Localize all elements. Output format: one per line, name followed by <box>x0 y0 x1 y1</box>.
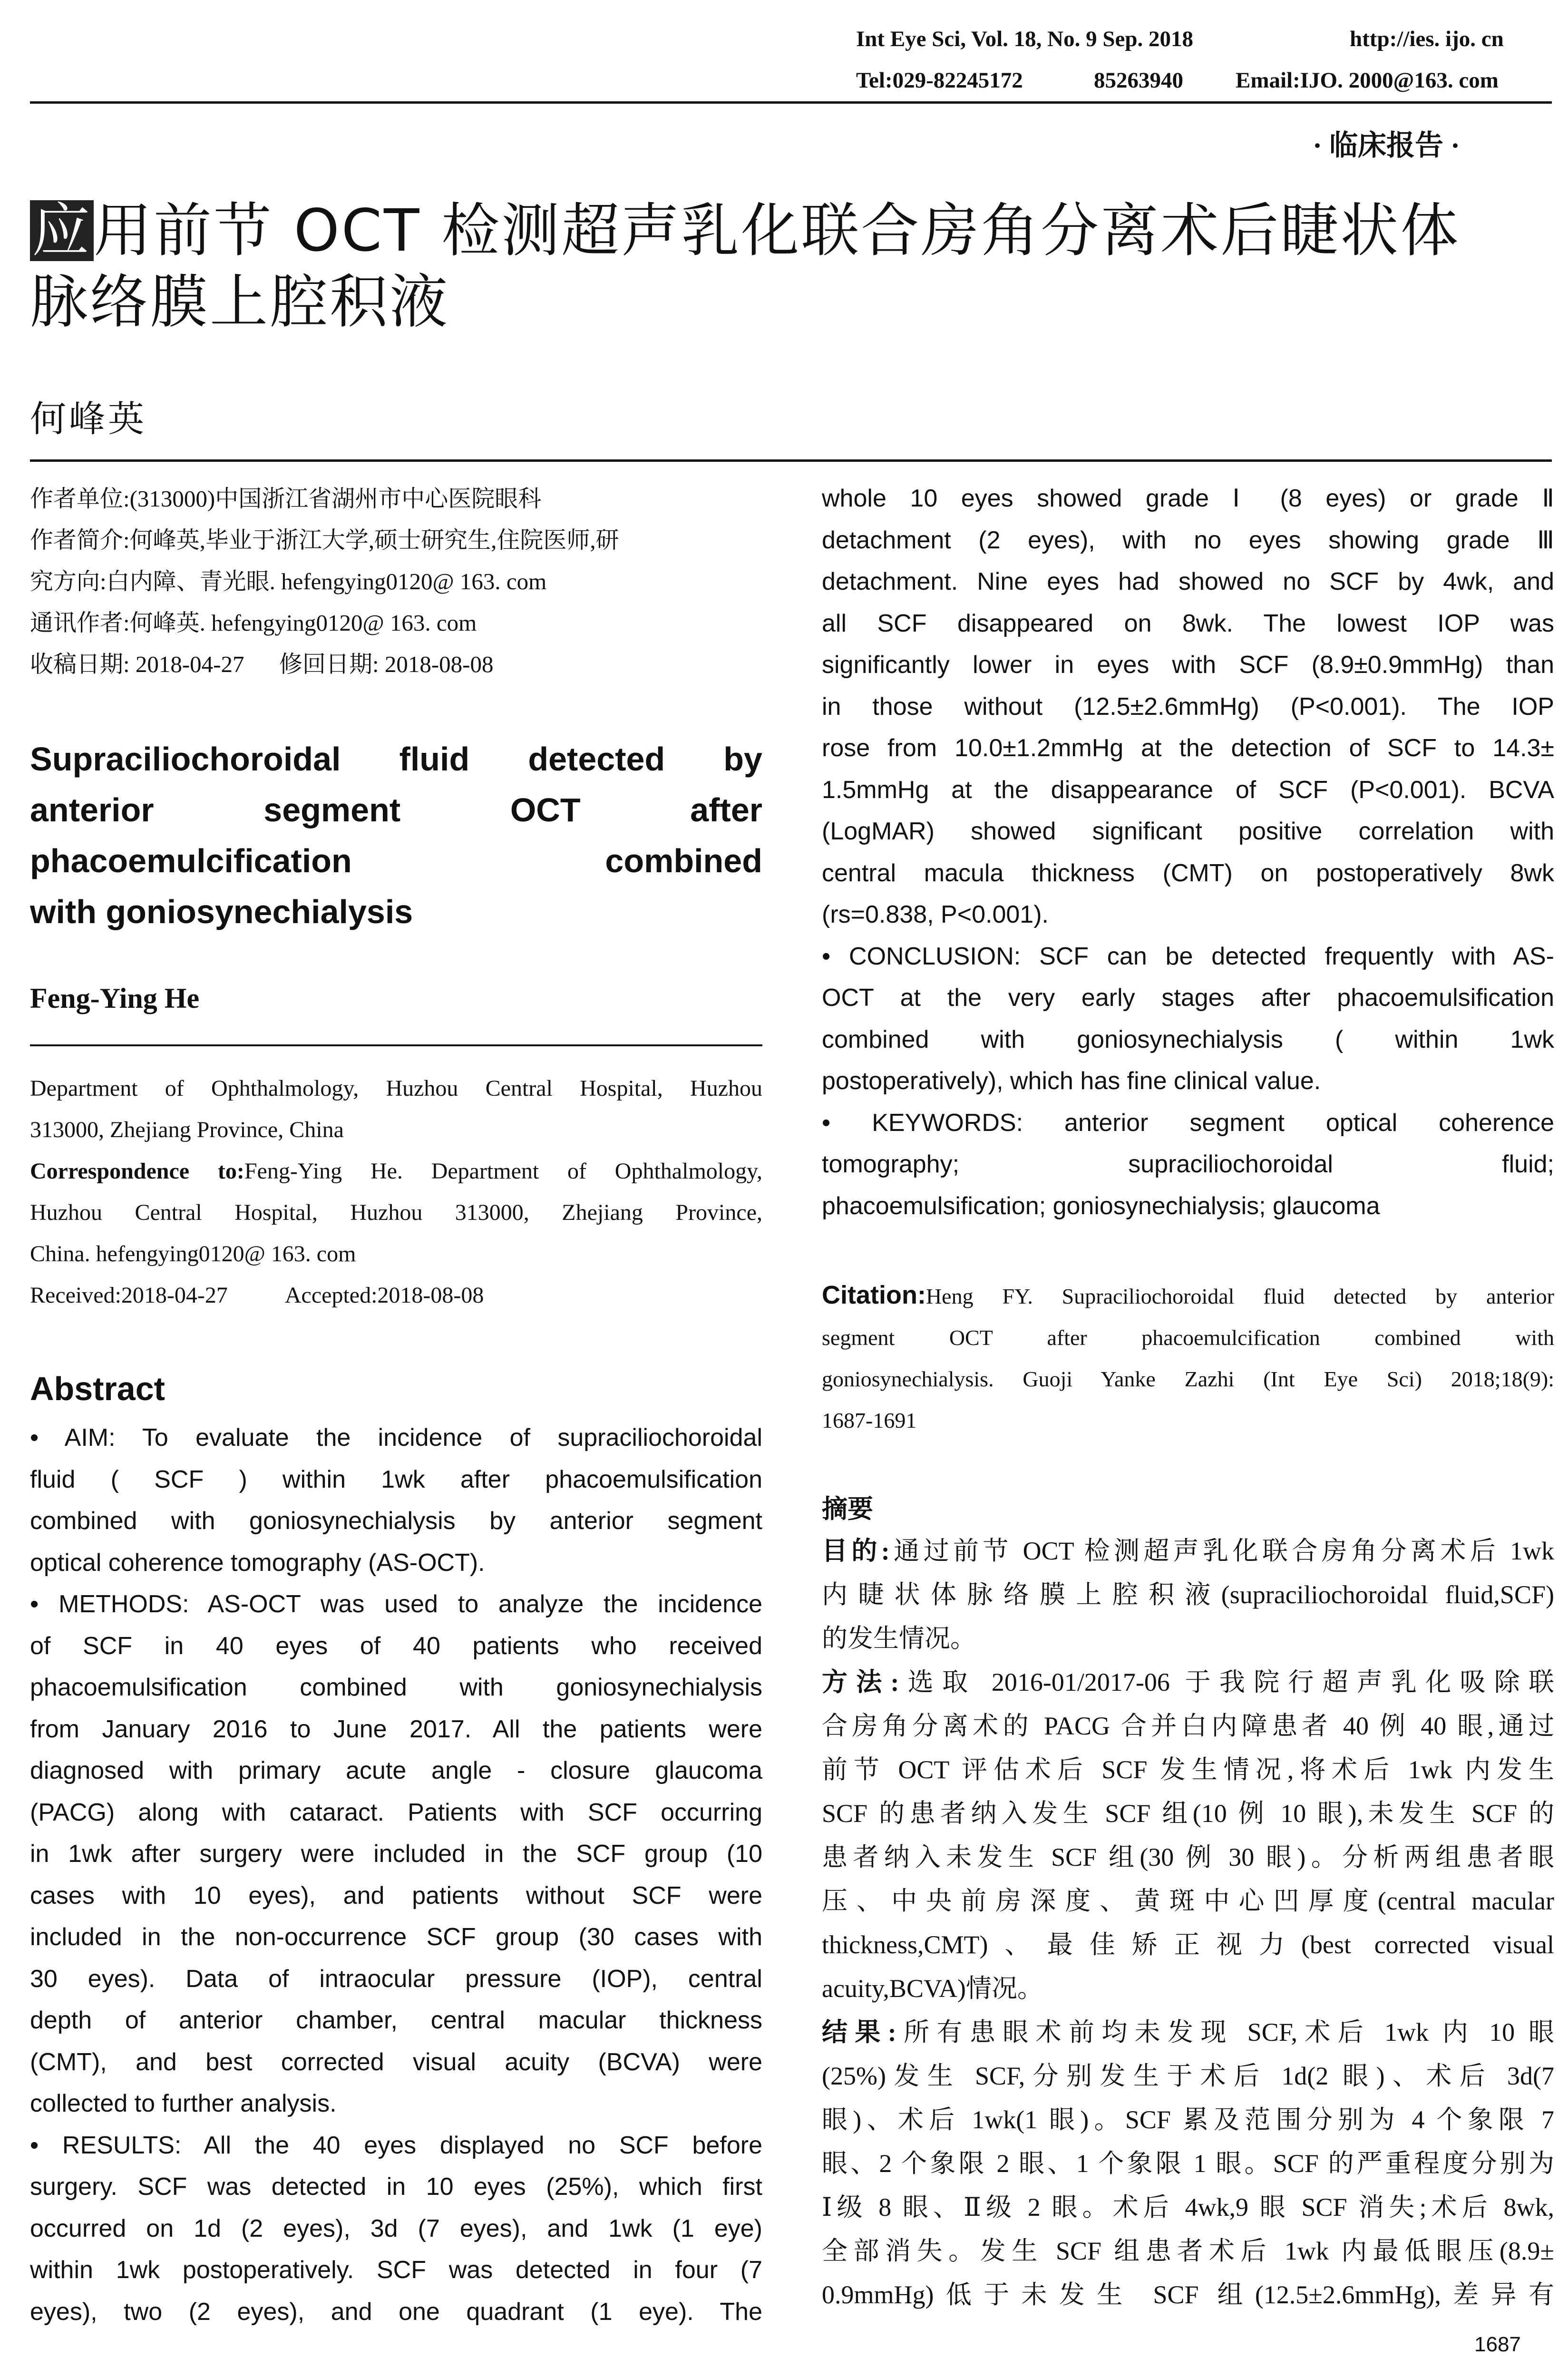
affiliation-line: 313000, Zhejiang Province, China <box>30 1117 344 1142</box>
cn-abstract-text: Ⅰ级 8 眼、Ⅱ级 2 眼。术后 4wk,9 眼 SCF 消失;术后 8wk, <box>822 2193 1554 2221</box>
cn-abstract-text: thickness,CMT)、最佳矫正视力(best corrected visual <box>822 1930 1554 1959</box>
cn-abstract-line <box>822 1792 1554 1835</box>
abstract-line: in 1wk after surgery were included in the SCF group (10 <box>30 1840 762 1868</box>
correspondence-text: Feng-Ying He. Department of Ophthalmology, <box>244 1159 762 1184</box>
cn-abstract-line <box>822 1923 1554 1967</box>
cn-abstract-line <box>822 2273 1554 2317</box>
abstract-line: 30 eyes). Data of intraocular pressure (IOP), central <box>30 1965 762 1993</box>
cn-abstract-text: 患者纳入未发生 SCF 组(30 例 30 眼)。分析两组患者眼 <box>822 1843 1554 1871</box>
citation-line: 1687-1691 <box>822 1408 917 1432</box>
cn-abstract-text: 合房角分离术的 PACG 合并白内障患者 40 例 40 眼,通过 <box>822 1712 1554 1740</box>
cn-abstract-line <box>822 2054 1554 2098</box>
cn-abstract-line <box>822 2185 1554 2229</box>
cn-abstract-line <box>822 1879 1554 1923</box>
citation-line: segment OCT after phacoemulcification combined with <box>822 1325 1554 1350</box>
cn-abstract-text: acuity,BCVA)情况。 <box>822 1974 1043 2003</box>
correspondence-line: China. hefengying0120@ 163. com <box>30 1241 356 1266</box>
abstract-line: significantly lower in eyes with SCF (8.9±0.9mmHg) than <box>822 651 1554 679</box>
cn-abstract-line <box>822 2229 1554 2273</box>
abstract-line: central macula thickness (CMT) on postoperatively 8wk <box>822 859 1554 887</box>
journal-tel: Tel:029-82245172 <box>856 68 1023 93</box>
section-tag: · 临床报告 · <box>1313 130 1461 161</box>
cn-abstract-body <box>822 1529 1554 2317</box>
meta-cn-line: 通讯作者:何峰英. hefengying0120@ 163. com <box>30 610 477 636</box>
cn-abstract-line <box>822 1967 1554 2010</box>
english-title-line: Supraciliochoroidal fluid detected by <box>30 740 762 778</box>
cn-abstract-text: 所有患眼术前均未发现 SCF,术后 1wk 内 10 眼 <box>896 2018 1554 2046</box>
cn-abstract-line <box>822 1617 1554 1660</box>
abstract-line: optical coherence tomography (AS-OCT). <box>30 1549 485 1577</box>
title-line-2: 脉络膜上腔积液 <box>30 268 449 336</box>
cn-abstract-line <box>822 1835 1554 1879</box>
cn-abstract-text: 压、中央前房深度、黄斑中心凹厚度(central macular <box>822 1887 1554 1915</box>
meta-cn-line: 究方向:白内障、青光眼. hefengying0120@ 163. com <box>30 568 547 594</box>
citation-line: goniosynechialysis. Guoji Yanke Zazhi (Int Eye Sci) 2018;18(9): <box>822 1367 1554 1391</box>
cn-abstract-line <box>822 1704 1554 1748</box>
abstract-line: included in the non-occurrence SCF group (30 cases with <box>30 1923 762 1951</box>
abstract-line: • METHODS: AS-OCT was used to analyze the incidence <box>30 1590 762 1618</box>
abstract-line: collected to further analysis. <box>30 2090 337 2117</box>
cn-abstract-text: 选取 2016-01/2017-06 于我院行超声乳化吸除联 <box>899 1668 1555 1696</box>
abstract-left-column <box>30 1417 762 2333</box>
cn-abstract-text: 通过前节 OCT 检测超声乳化联合房角分离术后 1wk <box>889 1537 1554 1565</box>
english-title-line: phacoemulcification combined <box>30 842 762 879</box>
abstract-line: detachment (2 eyes), with no eyes showing grade Ⅲ <box>822 526 1554 554</box>
cn-abstract-line <box>822 1573 1554 1617</box>
cn-abstract-line <box>822 1748 1554 1792</box>
abstract-line: (rs=0.838, P<0.001). <box>822 901 1049 928</box>
cn-abstract-text: 的发生情况。 <box>822 1624 976 1653</box>
cn-abstract-label: 目的: <box>822 1537 890 1565</box>
abstract-line: depth of anterior chamber, central macular thickness <box>30 2007 762 2034</box>
abstract-line: combined with goniosynechialysis ( within 1wk <box>822 1025 1554 1053</box>
abstract-line: phacoemulsification; goniosynechialysis; glaucoma <box>822 1192 1380 1220</box>
cn-abstract-heading: 摘要 <box>822 1495 873 1523</box>
abstract-line: rose from 10.0±1.2mmHg at the detection of SCF to 14.3± <box>822 734 1554 762</box>
title-first-char: 应 <box>30 200 94 261</box>
abstract-line: occurred on 1d (2 eyes), 3d (7 eyes), and 1wk (1 eye) <box>30 2214 762 2242</box>
abstract-line: whole 10 eyes showed grade Ⅰ (8 eyes) or grade Ⅱ <box>822 485 1554 512</box>
meta-cn-line: 作者简介:何峰英,毕业于浙江大学,硕士研究生,住院医师,研 <box>30 527 619 553</box>
cn-abstract-text: (25%)发生 SCF,分别发生于术后 1d(2 眼)、术后 3d(7 <box>822 2062 1554 2090</box>
header-rule <box>30 101 1552 104</box>
title-line-1: 用前节 OCT 检测超声乳化联合房角分离术后睫状体 <box>94 197 1461 264</box>
journal-email: Email:IJO. 2000@163. com <box>1236 68 1499 93</box>
cn-abstract-text: 眼)、术后 1wk(1 眼)。SCF 累及范围分别为 4 个象限 7 <box>822 2105 1554 2134</box>
abstract-line: tomography; supraciliochoroidal fluid; <box>822 1150 1554 1178</box>
abstract-line: • RESULTS: All the 40 eyes displayed no SCF before <box>30 2131 762 2159</box>
abstract-line: 1.5mmHg at the disappearance of SCF (P<0.001). BCVA <box>822 776 1554 804</box>
abstract-line: • KEYWORDS: anterior segment optical coherence <box>822 1109 1554 1137</box>
abstract-right-column <box>822 478 1554 1227</box>
cn-abstract-label: 方法: <box>822 1668 899 1696</box>
abstract-line: combined with goniosynechialysis by anterior segment <box>30 1507 762 1535</box>
cn-abstract-line <box>822 1529 1554 1573</box>
abstract-line: cases with 10 eyes), and patients without SCF were <box>30 1881 762 1909</box>
citation-line: Heng FY. Supraciliochoroidal fluid detected by anterior <box>925 1284 1554 1308</box>
author-en: Feng-Ying He <box>30 983 200 1014</box>
abstract-line: • CONCLUSION: SCF can be detected frequently with AS- <box>822 942 1554 970</box>
abstract-line: from January 2016 to June 2017. All the patients were <box>30 1715 762 1743</box>
cn-abstract-text: 内睫状体脉络膜上腔积液(supraciliochoroidal fluid,SCF) <box>822 1580 1554 1609</box>
abstract-line: (CMT), and best corrected visual acuity (BCVA) were <box>30 2048 762 2076</box>
cn-abstract-text: 眼、2 个象限 2 眼、1 个象限 1 眼。SCF 的严重程度分别为 <box>822 2149 1554 2178</box>
title-rule <box>30 459 1552 462</box>
accepted-date: Accepted:2018-08-08 <box>284 1283 484 1308</box>
abstract-line: postoperatively), which has fine clinical value. <box>822 1067 1321 1095</box>
abstract-line: diagnosed with primary acute angle - closure glaucoma <box>30 1757 762 1784</box>
abstract-line: phacoemulsification combined with goniosynechialysis <box>30 1674 762 1701</box>
journal-info: Int Eye Sci, Vol. 18, No. 9 Sep. 2018 <box>856 27 1194 51</box>
meta-cn-block <box>30 478 762 685</box>
abstract-line: fluid ( SCF ) within 1wk after phacoemulsification <box>30 1465 762 1493</box>
cn-abstract-label: 结果: <box>822 2018 896 2046</box>
abstract-line: (LogMAR) showed significant positive correlation with <box>822 818 1554 845</box>
author-cn: 何峰英 <box>30 399 147 439</box>
received-date: Received:2018-04-27 <box>30 1283 228 1308</box>
cn-abstract-line <box>822 1660 1554 1704</box>
abstract-line: • AIM: To evaluate the incidence of supraciliochoroidal <box>30 1424 762 1452</box>
cn-abstract-line <box>822 2142 1554 2185</box>
abstract-line: (PACG) along with cataract. Patients with SCF occurring <box>30 1798 762 1826</box>
abstract-line: detachment. Nine eyes had showed no SCF by 4wk, and <box>822 568 1554 595</box>
cn-abstract-line <box>822 2010 1554 2054</box>
journal-url: http://ies. ijo. cn <box>1350 27 1504 51</box>
abstract-line: of SCF in 40 eyes of 40 patients who received <box>30 1632 762 1660</box>
cn-abstract-text: 0.9mmHg)低于未发生 SCF 组(12.5±2.6mmHg),差异有 <box>822 2280 1554 2309</box>
author-rule <box>30 1044 762 1046</box>
citation-label: Citation: <box>822 1281 926 1309</box>
page-number: 1687 <box>1474 2333 1521 2356</box>
article-title <box>30 195 1460 338</box>
abstract-line: surgery. SCF was detected in 10 eyes (25%), which first <box>30 2173 762 2201</box>
english-title-line: with goniosynechialysis <box>30 893 413 930</box>
abstract-line: within 1wk postoperatively. SCF was detected in four (7 <box>30 2256 762 2284</box>
abstract-line: OCT at the very early stages after phacoemulsification <box>822 984 1554 1012</box>
meta-cn-line: 收稿日期: 2018-04-27 修回日期: 2018-08-08 <box>30 651 494 677</box>
citation-block <box>822 1275 1554 1441</box>
cn-abstract-text: 前节 OCT 评估术后 SCF 发生情况,将术后 1wk 内发生 <box>822 1755 1554 1784</box>
correspondence-line: Huzhou Central Hospital, Huzhou 313000, Zhejiang Province, <box>30 1200 762 1225</box>
abstract-line: all SCF disappeared on 8wk. The lowest IOP was <box>822 609 1554 637</box>
affiliation-en <box>30 1068 762 1316</box>
journal-tel-2: 85263940 <box>1094 68 1183 93</box>
cn-abstract-text: SCF 的患者纳入发生 SCF 组(10 例 10 眼),未发生 SCF 的 <box>822 1799 1554 1828</box>
abstract-line: eyes), two (2 eyes), and one quadrant (1 eye). The <box>30 2298 762 2326</box>
abstract-heading: Abstract <box>30 1370 165 1407</box>
cn-abstract-line <box>822 2098 1554 2142</box>
cn-abstract-text: 全部消失。发生 SCF 组患者术后 1wk 内最低眼压(8.9± <box>822 2237 1554 2265</box>
english-title <box>30 734 762 937</box>
abstract-line: in those without (12.5±2.6mmHg) (P<0.001). The IOP <box>822 692 1554 721</box>
english-title-line: anterior segment OCT after <box>30 791 762 828</box>
affiliation-line: Department of Ophthalmology, Huzhou Central Hospital, Huzhou <box>30 1076 762 1101</box>
meta-cn-line: 作者单位:(313000)中国浙江省湖州市中心医院眼科 <box>30 486 542 512</box>
correspondence-label: Correspondence to: <box>30 1159 244 1184</box>
